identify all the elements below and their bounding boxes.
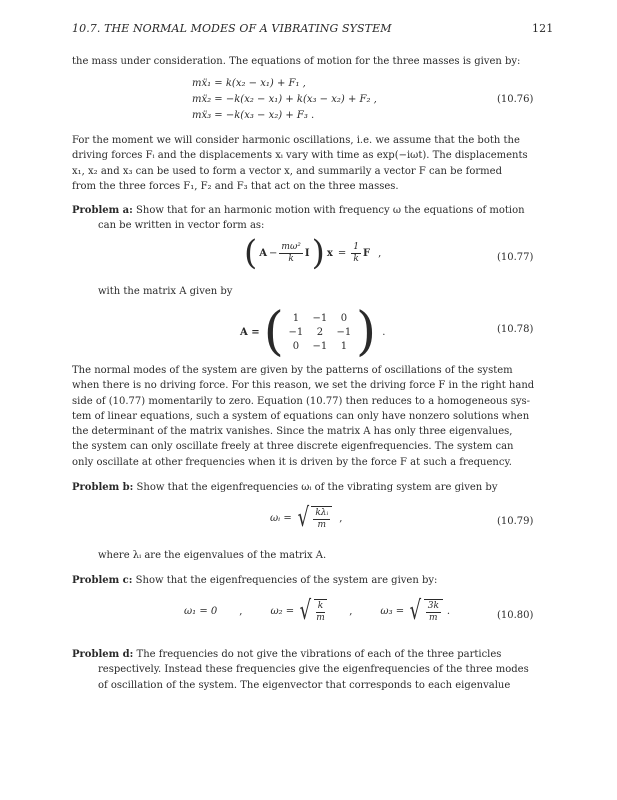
fraction-one-over-k [351,242,361,265]
problem-c-label: Problem c: [72,575,133,586]
normal-modes-line-4: tem of linear equations, such a system of equations can only have nonzero solutions when [72,410,530,422]
harmonic-paragraph [72,133,528,194]
fraction-denominator: k [288,253,294,264]
equation-period: . [446,605,451,617]
problem-a-text-2: can be written in vector form as: [98,220,265,232]
equation-label-10-76: (10.76) [497,94,534,105]
equation-label-10-77: (10.77) [497,252,534,263]
problem-b-text: Show that the eigenfrequencies ωᵢ of the vibrating system are given by [133,482,498,493]
vector-x-symbol: x [326,247,333,259]
separator-comma: , [239,605,243,617]
matrix-cell: 0 [340,312,348,324]
matrix-right-paren: ) [355,302,377,362]
matrix-A-symbol: A [259,247,268,259]
page-number: 121 [532,22,554,35]
section-header: 10.7. THE NORMAL MODES OF A VIBRATING SYSTEM [72,22,392,35]
omega-1: ω₁ = 0 [184,605,218,617]
equation-comma: , [339,512,343,524]
separator-comma: , [349,605,353,617]
omega-3-lhs: ω₃ = [380,605,405,617]
problem-c-text: Show that the eigenfrequencies of the system are given by: [132,575,438,586]
normal-modes-line-1: The normal modes of the system are given by the patterns of oscillations of the system [72,365,513,376]
equation-10-78 [240,302,386,362]
problem-c [72,573,500,588]
matrix-cell: 1 [340,340,348,352]
matrix-cell: 1 [292,312,300,324]
sqrt-numerator: kλᵢ [315,507,329,518]
omega-i-lhs: ωᵢ = [270,512,292,524]
normal-modes-line-6: the system can only oscillate freely at three discrete eigenfrequencies. The system can [72,441,514,453]
rhs-numerator: 1 [353,241,359,252]
matrix-A [284,311,356,353]
problem-b-label: Problem b: [72,482,134,493]
matrix-cell: −1 [312,340,328,352]
radical-sign: √ [299,596,312,626]
matrix-cell: 0 [292,340,300,352]
problem-d-text-3: of oscillation of the system. The eigenvector that corresponds to each eigenvalue [98,679,511,691]
intro-text: the mass under consideration. The equations of motion for the three masses is given by: [72,56,521,67]
equation-comma: , [378,247,382,259]
problem-a-text-1: Show that for an harmonic motion with frequency ω the equations of motion [132,205,525,216]
omega-2-lhs: ω₂ = [270,605,295,617]
normal-modes-paragraph [72,363,535,470]
radical-sign: √ [297,503,309,533]
problem-a-label: Problem a: [72,205,133,216]
normal-modes-line-3: side of (10.77) momentarily to zero. Equation (10.77) then reduces to a homogeneous sys- [72,395,531,407]
identity-I-symbol: I [304,247,310,259]
normal-modes-line-7: only oscillate at other frequencies when it is driven by the force F at such a frequency. [72,456,512,468]
matrix-cell: 2 [316,326,324,338]
matrix-cell: −1 [336,326,352,338]
matrix-intro-text: with the matrix A given by [98,286,233,297]
omega-2-denominator: m [316,612,325,623]
equation-label-10-80: (10.80) [497,610,534,621]
equation-label-10-79: (10.79) [497,516,534,527]
problem-d-text-1: The frequencies do not give the vibrations of each of the three particles [133,649,502,660]
equation-label-10-78: (10.78) [497,324,534,335]
sqrt-denominator: m [317,519,327,530]
matrix-left-paren: ( [263,302,284,362]
equation-10-79 [270,505,342,531]
sqrt-k-over-m [297,598,327,624]
normal-modes-line-5: the determinant of the matrix vanishes. Since the matrix A has only three eigenvalues, [72,426,513,438]
equals-sign: = [337,247,347,259]
problem-d [72,647,529,693]
minus-sign: − [269,247,278,259]
matrix-lhs: A = [240,326,260,338]
harmonic-line-2: driving forces Fᵢ and the displacements xᵢ vary with time as exp(−iωt). The displacements [72,150,528,162]
problem-d-label: Problem d: [72,649,134,660]
sqrt-k-lambda-over-m [295,505,333,531]
omega-3-denominator: m [429,612,438,623]
matrix-cell: −1 [312,312,328,324]
equation-10-76-line-2: mẍ₂ = −k(x₂ − x₁) + k(x₃ − x₂) + F₂ , [192,94,377,105]
problem-b [72,480,500,495]
equation-10-76-line-3: mẍ₃ = −k(x₃ − x₂) + F₃ . [192,110,315,121]
left-paren: ( [244,233,258,273]
matrix-cell: −1 [288,326,304,338]
normal-modes-line-2: when there is no driving force. For this reason, we set the driving force F in the right hand [72,380,535,392]
omega-2-numerator: k [317,600,324,611]
problem-a [72,203,525,234]
sqrt-3k-over-m [407,598,443,624]
matrix-period: . [382,326,386,338]
vector-F-symbol: F [362,247,371,259]
equation-10-76-line-1: mẍ₁ = k(x₂ − x₁) + F₁ , [192,78,306,89]
eigenvalue-where-text: where λᵢ are the eigenvalues of the matrix A. [98,550,327,561]
equation-10-77 [244,233,382,273]
right-paren: ) [311,233,325,273]
harmonic-line-4: from the three forces F₁, F₂ and F₃ that act on the three masses. [72,180,399,192]
radical-sign: √ [409,596,422,626]
equation-10-80 [184,598,450,624]
fraction-m-omega-over-k [279,242,302,265]
omega-3-numerator: 3k [427,600,439,611]
fraction-numerator: mω² [281,241,301,252]
problem-d-text-2: respectively. Instead these frequencies give the eigenfrequencies of the three modes [98,664,529,676]
rhs-denominator: k [353,253,359,264]
harmonic-line-3: x₁, x₂ and x₃ can be used to form a vector x, and summarily a vector F can be formed [72,165,502,177]
harmonic-line-1: For the moment we will consider harmonic oscillations, i.e. we assume that the both the [72,135,520,146]
